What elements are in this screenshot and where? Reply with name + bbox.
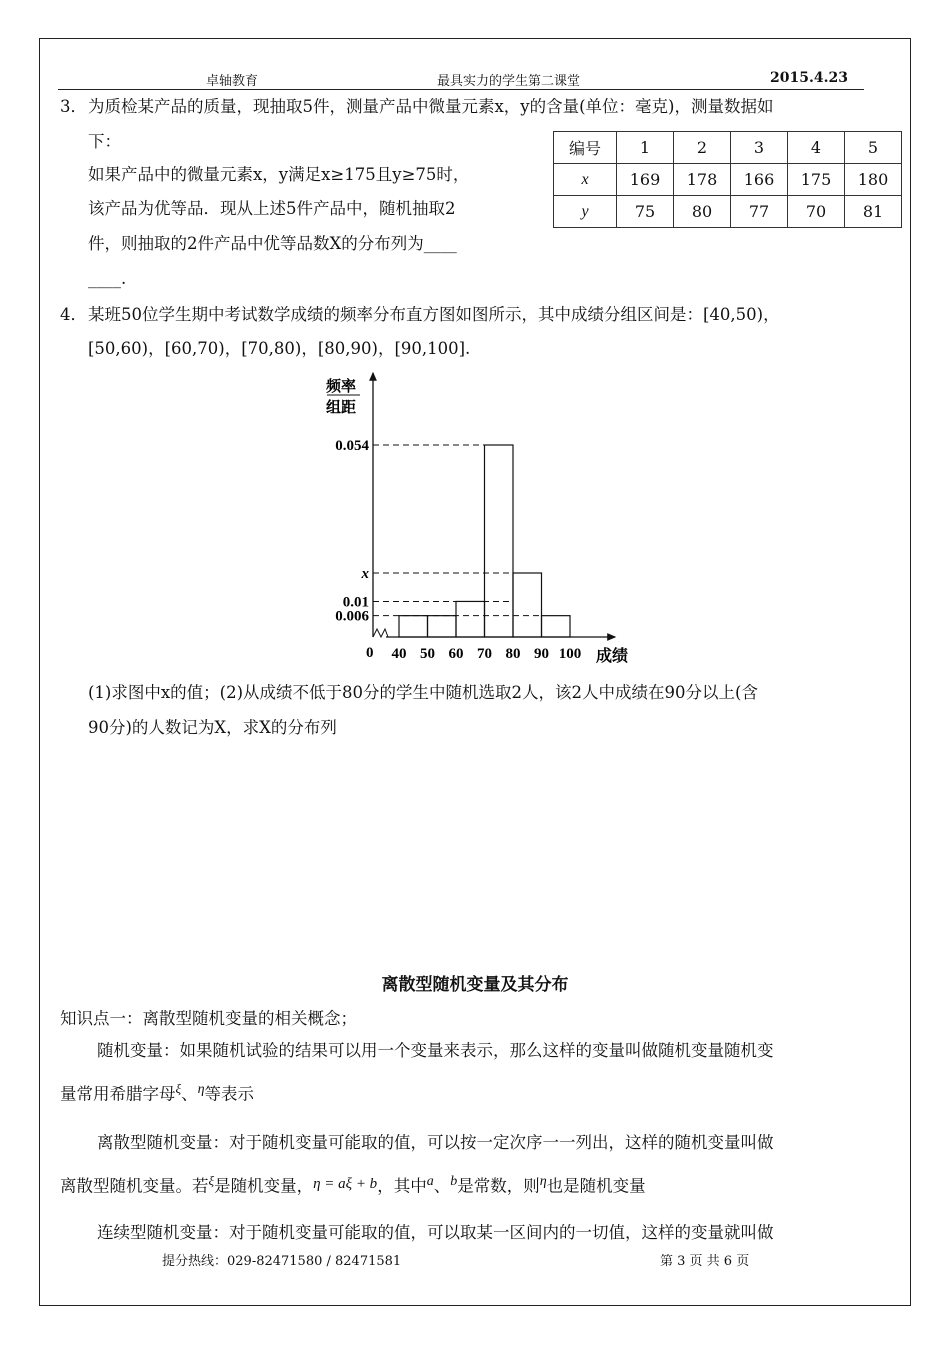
y-tick-label: 0.01 bbox=[342, 594, 369, 611]
q3-number: 3． bbox=[60, 97, 87, 116]
header-date: 2015.4.23 bbox=[770, 70, 848, 86]
table-cell: 70 bbox=[788, 196, 845, 228]
text-run: 量常用希腊字母 bbox=[60, 1084, 176, 1104]
header-org: 卓轴教育 bbox=[206, 74, 259, 89]
text-run: 、 bbox=[433, 1176, 451, 1196]
formula: η = aξ + b bbox=[313, 1175, 378, 1192]
xi-symbol: ξ bbox=[208, 1173, 215, 1188]
a-symbol: a bbox=[426, 1174, 434, 1189]
x-tick-label: 100 bbox=[558, 646, 582, 662]
x-tick-label: 60 bbox=[448, 646, 464, 662]
section-title: 离散型随机变量及其分布 bbox=[381, 975, 569, 995]
q3-data-table bbox=[553, 131, 902, 228]
discrete-def-line1: 离散型随机变量：对于随机变量可能取的值，可以按一定次序一一列出，这样的随机变量叫做 bbox=[97, 1133, 774, 1152]
text-run: 离散型随机变量。若 bbox=[60, 1176, 209, 1196]
text-run: ，其中 bbox=[377, 1176, 427, 1196]
table-cell: 178 bbox=[674, 164, 731, 196]
discrete-def-line2 bbox=[60, 1170, 646, 1199]
q4-number: 4． bbox=[60, 305, 87, 324]
q4-line1: 某班50位学生期中考试数学成绩的频率分布直方图如图所示，其中成绩分组区间是：[40,50)， bbox=[88, 305, 780, 324]
x-tick-label: 80 bbox=[505, 646, 521, 662]
y-label-bottom: 组距 bbox=[326, 400, 357, 416]
histogram-chart bbox=[300, 365, 660, 675]
y-label-top: 频率 bbox=[326, 379, 357, 395]
q4-sub1: (1)求图中x的值；(2)从成绩不低于80分的学生中随机选取2人，该2人中成绩在90分以上(含 bbox=[88, 683, 758, 702]
random-variable-line2 bbox=[60, 1078, 254, 1106]
b-symbol: b bbox=[450, 1174, 458, 1189]
q3-line6: ____. bbox=[88, 269, 127, 288]
header-rule bbox=[58, 89, 864, 90]
table-row bbox=[554, 132, 902, 164]
table-cell: 3 bbox=[731, 132, 788, 164]
x-axis-label: 成绩 bbox=[596, 648, 629, 665]
y-tick-label: 0.006 bbox=[335, 608, 369, 625]
table-cell: x bbox=[554, 164, 617, 196]
header-slogan: 最具实力的学生第二课堂 bbox=[437, 74, 581, 89]
table-cell: 2 bbox=[674, 132, 731, 164]
table-cell: 77 bbox=[731, 196, 788, 228]
xi-symbol: ξ bbox=[175, 1081, 182, 1096]
footer-hotline: 提分热线：029-82471580 / 82471581 bbox=[162, 1254, 402, 1269]
x-tick-label: 40 bbox=[391, 646, 407, 662]
text-run: 也是随机变量 bbox=[546, 1176, 646, 1196]
x-tick-label: 90 bbox=[534, 646, 549, 662]
histogram-bar bbox=[513, 573, 542, 637]
table-cell: 5 bbox=[845, 132, 902, 164]
x-tick-label: 70 bbox=[477, 646, 492, 662]
table-cell: 180 bbox=[845, 164, 902, 196]
continuous-def-line1: 连续型随机变量：对于随机变量可能取的值，可以取某一区间内的一切值，这样的变量就叫做 bbox=[97, 1223, 774, 1242]
histogram-bar bbox=[428, 616, 457, 637]
histogram-bar bbox=[456, 601, 485, 637]
y-tick-label: x bbox=[361, 566, 369, 582]
q3-line3: 如果产品中的微量元素x，y满足x≥175且y≥75时， bbox=[88, 165, 470, 184]
table-row bbox=[554, 196, 902, 228]
x-tick-label: 50 bbox=[420, 646, 435, 662]
knowledge-point-1: 知识点一：离散型随机变量的相关概念； bbox=[60, 1009, 357, 1028]
table-cell: 4 bbox=[788, 132, 845, 164]
q4-sub2: 90分)的人数记为X，求X的分布列 bbox=[88, 718, 337, 737]
text-run: 是随机变量， bbox=[214, 1176, 314, 1196]
text-run: 、 bbox=[181, 1084, 198, 1104]
q3-line5: 件，则抽取的2件产品中优等品数X的分布列为____ bbox=[88, 234, 457, 253]
q3-line4: 该产品为优等品．现从上述5件产品中，随机抽取2 bbox=[88, 199, 456, 218]
histogram-bar bbox=[399, 616, 428, 637]
q4-line2: [50,60)，[60,70)，[70,80)，[80,90)，[90,100]. bbox=[88, 339, 471, 358]
random-variable-line1: 随机变量：如果随机试验的结果可以用一个变量来表示，那么这样的变量叫做随机变量随机变 bbox=[97, 1041, 774, 1060]
table-cell: y bbox=[554, 196, 617, 228]
footer-page: 第 3 页 共 6 页 bbox=[660, 1254, 750, 1269]
y-tick-label: 0.054 bbox=[335, 438, 369, 454]
table-cell: 编号 bbox=[554, 132, 617, 164]
eta-symbol: η bbox=[539, 1174, 547, 1189]
table-cell: 81 bbox=[845, 196, 902, 228]
histogram-bar bbox=[485, 445, 514, 637]
text-run: 等表示 bbox=[204, 1084, 255, 1104]
table-cell: 175 bbox=[788, 164, 845, 196]
table-cell: 169 bbox=[617, 164, 674, 196]
eta-symbol: η bbox=[197, 1082, 205, 1097]
q3-line1: 为质检某产品的质量，现抽取5件，测量产品中微量元素x，y的含量(单位：毫克)，测量数据如 bbox=[88, 97, 774, 116]
table-cell: 166 bbox=[731, 164, 788, 196]
histogram-bar bbox=[542, 616, 571, 637]
text-run: 是常数，则 bbox=[457, 1176, 540, 1196]
q3-line2: 下： bbox=[88, 132, 121, 151]
origin-label: 0 bbox=[366, 645, 374, 661]
table-cell: 80 bbox=[674, 196, 731, 228]
table-cell: 1 bbox=[617, 132, 674, 164]
table-row bbox=[554, 164, 902, 196]
axis-break bbox=[373, 629, 388, 637]
table-cell: 75 bbox=[617, 196, 674, 228]
